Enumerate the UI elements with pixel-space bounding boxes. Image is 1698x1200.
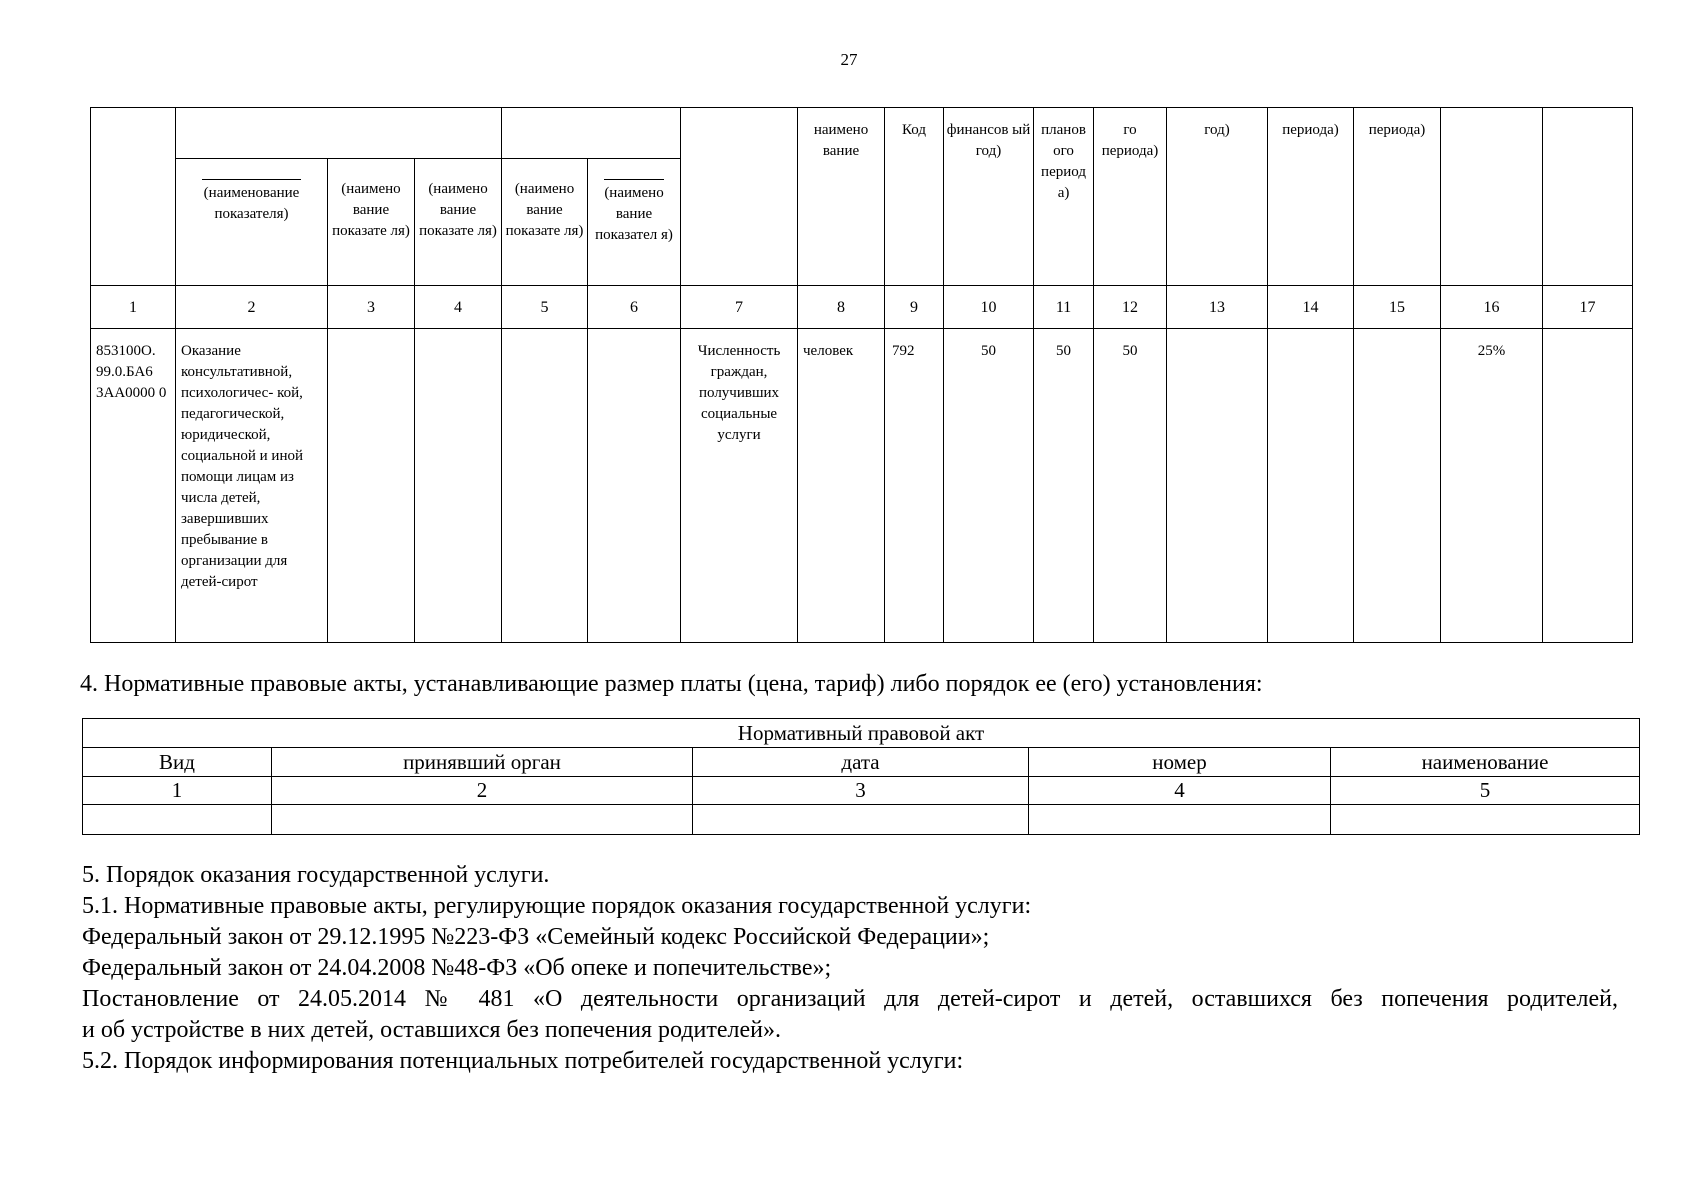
- column-number: 17: [1543, 286, 1633, 329]
- column-number: 1: [83, 777, 272, 805]
- table-row: [91, 329, 1633, 643]
- data-cell: [588, 329, 681, 643]
- header-cell: [1543, 108, 1633, 286]
- deviation-cell: 25%: [1441, 329, 1543, 643]
- data-cell: [693, 805, 1029, 835]
- header-cell: [681, 108, 798, 286]
- column-number: 6: [588, 286, 681, 329]
- indicator-name-cell: Численность граждан, получивших социальные услуги: [681, 329, 798, 643]
- data-cell: [1543, 329, 1633, 643]
- value-cell: 50: [1034, 329, 1094, 643]
- data-cell: [1331, 805, 1640, 835]
- data-cell: [1167, 329, 1268, 643]
- table-title: Нормативный правовой акт: [83, 719, 1640, 748]
- column-header: номер: [1029, 748, 1331, 777]
- indicator-name-header: (наимено вание показате ля): [328, 159, 415, 286]
- indicator-name-header: (наимено вание показате ля): [415, 159, 502, 286]
- value-cell: 50: [944, 329, 1034, 643]
- data-cell: [272, 805, 693, 835]
- resolution-481-line2: и об устройстве в них детей, оставшихся без попечения родителей».: [82, 1017, 782, 1043]
- law-guardianship: Федеральный закон от 24.04.2008 №48-ФЗ «Об опеке и попечительстве»;: [82, 955, 832, 981]
- data-cell: [328, 329, 415, 643]
- column-number: 16: [1441, 286, 1543, 329]
- column-header: наименование: [1331, 748, 1640, 777]
- header-cell: периода): [1354, 108, 1441, 286]
- data-cell: [83, 805, 272, 835]
- legal-acts-table: [82, 718, 1640, 835]
- column-header: Вид: [83, 748, 272, 777]
- column-header: дата: [693, 748, 1029, 777]
- column-number: 11: [1034, 286, 1094, 329]
- header-cell: периода): [1268, 108, 1354, 286]
- table-row: [83, 805, 1640, 835]
- column-number: 14: [1268, 286, 1354, 329]
- column-number: 7: [681, 286, 798, 329]
- section-5-1-heading: 5.1. Нормативные правовые акты, регулирующие порядок оказания государственной услуги:: [82, 893, 1032, 919]
- column-number: 3: [693, 777, 1029, 805]
- column-number: 12: [1094, 286, 1167, 329]
- header-cell: [1441, 108, 1543, 286]
- section-4-heading: 4. Нормативные правовые акты, устанавливающие размер платы (цена, тариф) либо порядок ее (его) установления:: [80, 671, 1263, 697]
- header-cell: финансов ый год): [944, 108, 1034, 286]
- header-cell: [91, 108, 176, 286]
- column-number: 3: [328, 286, 415, 329]
- section-5-2-heading: 5.2. Порядок информирования потенциальных потребителей государственной услуги:: [82, 1048, 964, 1074]
- data-cell: [1268, 329, 1354, 643]
- value-cell: 50: [1094, 329, 1167, 643]
- column-number: 10: [944, 286, 1034, 329]
- data-cell: [1354, 329, 1441, 643]
- unit-name-cell: человек: [798, 329, 885, 643]
- unit-code-cell: 792: [885, 329, 944, 643]
- header-group-cell: [176, 108, 502, 159]
- column-number: 1: [91, 286, 176, 329]
- data-cell: [415, 329, 502, 643]
- column-number: 8: [798, 286, 885, 329]
- column-header: принявший орган: [272, 748, 693, 777]
- data-cell: [502, 329, 588, 643]
- header-cell: го периода): [1094, 108, 1167, 286]
- section-5-heading: 5. Порядок оказания государственной услуги.: [82, 862, 550, 888]
- indicator-name-header: (наименование показателя): [176, 159, 328, 286]
- header-cell: планов ого период а): [1034, 108, 1094, 286]
- column-number: 5: [502, 286, 588, 329]
- indicator-name-header: (наимено вание показате ля): [502, 159, 588, 286]
- header-group-cell: [502, 108, 681, 159]
- page-number: 27: [840, 50, 858, 69]
- column-number: 15: [1354, 286, 1441, 329]
- column-number: 4: [1029, 777, 1331, 805]
- data-cell: [1029, 805, 1331, 835]
- column-number: 2: [176, 286, 328, 329]
- column-number: 5: [1331, 777, 1640, 805]
- column-number: 9: [885, 286, 944, 329]
- column-number: 2: [272, 777, 693, 805]
- service-indicators-table: [90, 107, 1633, 643]
- service-content-cell: Оказание консультативной, психологичес- кой, педагогической, юридической, социальной и иной помощи лицам из числа детей, завершивших пребывание в организации для детей-сирот: [176, 329, 328, 643]
- indicator-name-header: (наимено вание показател я): [588, 159, 681, 286]
- resolution-481-line1: Постановление от 24.05.2014 № 481 «О деятельности организаций для детей-сирот и детей, оставшихся без попечения родителей,: [82, 986, 1618, 1012]
- law-family-code: Федеральный закон от 29.12.1995 №223-ФЗ «Семейный кодекс Российской Федерации»;: [82, 924, 990, 950]
- header-cell: год): [1167, 108, 1268, 286]
- section-5-text: [82, 860, 1618, 1077]
- registry-code-cell: 853100О. 99.0.БА6 3АА0000 0: [91, 329, 176, 643]
- header-cell: наимено вание: [798, 108, 885, 286]
- column-number: 4: [415, 286, 502, 329]
- header-cell: Код: [885, 108, 944, 286]
- column-number: 13: [1167, 286, 1268, 329]
